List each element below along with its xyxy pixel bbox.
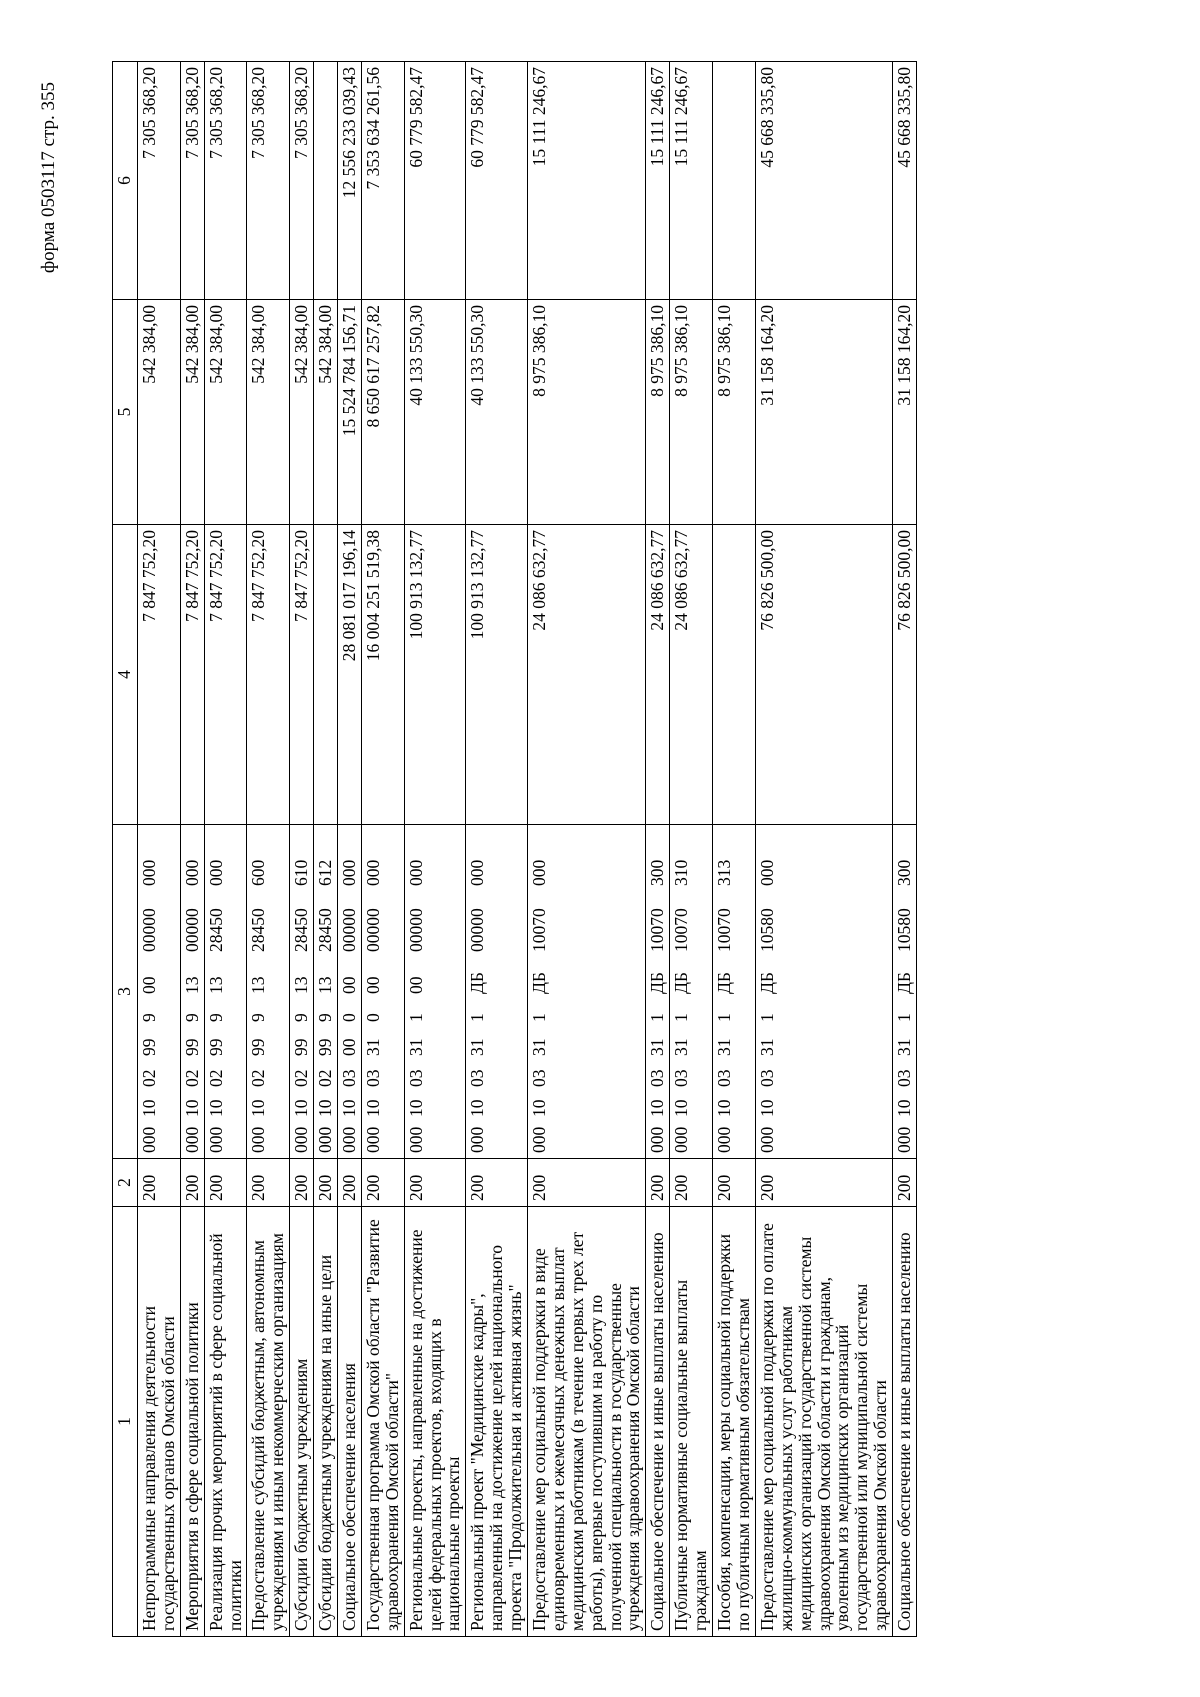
- code-subsection: 02: [139, 1069, 159, 1087]
- code-expense-type: 000: [181, 859, 202, 886]
- code-expense-type: 000: [362, 859, 383, 886]
- row-name: Региональные проекты, направленные на достижение целей федеральных проектов, входящих в национальные проекты: [404, 1207, 466, 1637]
- code-subprogram: 1: [714, 1013, 735, 1022]
- table-row: [670, 62, 713, 1637]
- code-expense-type: 612: [315, 859, 336, 886]
- table-row: [755, 62, 892, 1637]
- code-section: 10: [405, 1099, 426, 1117]
- code-section: 10: [139, 1099, 159, 1117]
- code-subprogram: 1: [405, 1013, 426, 1022]
- approved-amount: [314, 525, 338, 825]
- column-header-not-executed: 6: [113, 62, 138, 300]
- code-program: 99: [139, 1038, 159, 1056]
- executed-amount: 8 650 617 257,82: [361, 300, 404, 525]
- code-admin: 000: [291, 1126, 312, 1153]
- code-event: ДБ: [894, 972, 915, 994]
- code-subprogram: 9: [248, 1013, 269, 1022]
- code-expense-type: 000: [467, 859, 488, 886]
- row-code: 200: [893, 1159, 917, 1207]
- row-code: 200: [204, 1159, 247, 1207]
- code-admin: 000: [714, 1126, 735, 1153]
- classification-code: [670, 825, 713, 1159]
- not-executed-amount: 45 668 335,80: [755, 62, 892, 300]
- column-header-approved: 4: [113, 525, 138, 825]
- code-direction: 10070: [529, 908, 550, 952]
- code-section: 10: [671, 1099, 692, 1117]
- executed-amount: 40 133 550,30: [466, 300, 528, 525]
- code-section: 10: [315, 1099, 336, 1117]
- code-expense-type: 000: [756, 859, 777, 886]
- code-event: ДБ: [467, 972, 488, 994]
- executed-amount: 40 133 550,30: [404, 300, 466, 525]
- code-subprogram: 0: [362, 1013, 383, 1022]
- not-executed-amount: 7 305 368,20: [204, 62, 247, 300]
- row-name: Предоставление мер социальной поддержки в виде единовременных и ежемесячных денежных выплат медицинским работникам (в течение первых трех лет работы), впервые поступившим на работу по полученной специальности в государственные учреждения здравоохранения Омской области: [528, 1207, 646, 1637]
- code-program: 31: [529, 1038, 550, 1056]
- code-subsection: 03: [714, 1069, 735, 1087]
- row-name: Публичные нормативные социальные выплаты гражданам: [670, 1207, 713, 1637]
- row-name: Субсидии бюджетным учреждениям на иные цели: [314, 1207, 338, 1637]
- code-direction: 10580: [756, 908, 777, 952]
- table-row: [204, 62, 247, 1637]
- code-event: ДБ: [756, 972, 777, 994]
- code-section: 10: [756, 1099, 777, 1117]
- code-event: 13: [205, 976, 226, 994]
- code-subprogram: 1: [671, 1013, 692, 1022]
- code-program: 31: [671, 1038, 692, 1056]
- code-expense-type: 300: [894, 859, 915, 886]
- code-event: 00: [139, 976, 159, 994]
- code-section: 10: [362, 1099, 383, 1117]
- code-admin: 000: [315, 1126, 336, 1153]
- not-executed-amount: 60 779 582,47: [466, 62, 528, 300]
- code-program: 31: [894, 1038, 915, 1056]
- code-admin: 000: [671, 1126, 692, 1153]
- classification-code: [755, 825, 892, 1159]
- code-admin: 000: [248, 1126, 269, 1153]
- code-subprogram: 1: [647, 1013, 668, 1022]
- code-program: 31: [647, 1038, 668, 1056]
- executed-amount: 8 975 386,10: [646, 300, 670, 525]
- row-name: Социальное обеспечение населения: [338, 1207, 362, 1637]
- executed-amount: 31 158 164,20: [893, 300, 917, 525]
- code-program: 31: [756, 1038, 777, 1056]
- approved-amount: 7 847 752,20: [138, 525, 181, 825]
- code-expense-type: 300: [647, 859, 668, 886]
- classification-code: [361, 825, 404, 1159]
- code-event: 13: [315, 976, 336, 994]
- not-executed-amount: 7 305 368,20: [180, 62, 204, 300]
- code-program: 99: [205, 1038, 226, 1056]
- not-executed-amount: 15 111 246,67: [670, 62, 713, 300]
- code-section: 10: [529, 1099, 550, 1117]
- executed-amount: 542 384,00: [180, 300, 204, 525]
- code-direction: 00000: [405, 908, 426, 952]
- code-admin: 000: [181, 1126, 202, 1153]
- row-code: 200: [338, 1159, 362, 1207]
- code-event: 00: [405, 976, 426, 994]
- approved-amount: 7 847 752,20: [290, 525, 314, 825]
- classification-code: [180, 825, 204, 1159]
- code-program: 00: [339, 1038, 360, 1056]
- approved-amount: 100 913 132,77: [404, 525, 466, 825]
- executed-amount: 8 975 386,10: [713, 300, 756, 525]
- column-header-classification: 3: [113, 825, 138, 1159]
- not-executed-amount: 45 668 335,80: [893, 62, 917, 300]
- table-row: [314, 62, 338, 1637]
- table-row: [290, 62, 314, 1637]
- code-direction: 10070: [714, 908, 735, 952]
- row-code: 200: [466, 1159, 528, 1207]
- code-subprogram: 1: [894, 1013, 915, 1022]
- code-expense-type: 600: [248, 859, 269, 886]
- column-header-executed: 5: [113, 300, 138, 525]
- code-subsection: 03: [756, 1069, 777, 1087]
- row-name: Пособия, компенсации, меры социальной поддержки по публичным нормативным обязательствам: [713, 1207, 756, 1637]
- code-subprogram: 9: [139, 1013, 159, 1022]
- column-header-name: 1: [113, 1207, 138, 1637]
- classification-code: [204, 825, 247, 1159]
- code-expense-type: 000: [529, 859, 550, 886]
- row-code: 200: [646, 1159, 670, 1207]
- code-direction: 28450: [315, 908, 336, 952]
- approved-amount: 28 081 017 196,14: [338, 525, 362, 825]
- code-subsection: 03: [894, 1069, 915, 1087]
- code-subprogram: 1: [529, 1013, 550, 1022]
- code-expense-type: 000: [205, 859, 226, 886]
- classification-code: [138, 825, 181, 1159]
- code-admin: 000: [339, 1126, 360, 1153]
- table-row: [404, 62, 466, 1637]
- table-row: [466, 62, 528, 1637]
- table-row: [713, 62, 756, 1637]
- column-header-row-code: 2: [113, 1159, 138, 1207]
- executed-amount: 8 975 386,10: [528, 300, 646, 525]
- code-subprogram: 9: [291, 1013, 312, 1022]
- code-direction: 10580: [894, 908, 915, 952]
- code-direction: 00000: [467, 908, 488, 952]
- executed-amount: 542 384,00: [290, 300, 314, 525]
- code-subsection: 02: [291, 1069, 312, 1087]
- code-admin: 000: [362, 1126, 383, 1153]
- table-row: [646, 62, 670, 1637]
- code-program: 31: [467, 1038, 488, 1056]
- code-subsection: 03: [339, 1069, 360, 1087]
- code-event: 00: [362, 976, 383, 994]
- not-executed-amount: [314, 62, 338, 300]
- classification-code: [646, 825, 670, 1159]
- code-expense-type: 000: [139, 859, 159, 886]
- row-code: 200: [361, 1159, 404, 1207]
- not-executed-amount: 12 556 233 039,43: [338, 62, 362, 300]
- row-code: 200: [713, 1159, 756, 1207]
- classification-code: [466, 825, 528, 1159]
- code-event: ДБ: [647, 972, 668, 994]
- code-admin: 000: [756, 1126, 777, 1153]
- not-executed-amount: 15 111 246,67: [528, 62, 646, 300]
- row-code: 200: [755, 1159, 892, 1207]
- row-name: Реализация прочих мероприятий в сфере социальной политики: [204, 1207, 247, 1637]
- row-code: 200: [180, 1159, 204, 1207]
- row-code: 200: [314, 1159, 338, 1207]
- code-program: 99: [291, 1038, 312, 1056]
- code-expense-type: 000: [405, 859, 426, 886]
- classification-code: [338, 825, 362, 1159]
- code-section: 10: [467, 1099, 488, 1117]
- classification-code: [247, 825, 290, 1159]
- code-event: ДБ: [529, 972, 550, 994]
- row-code: 200: [404, 1159, 466, 1207]
- code-subsection: 02: [248, 1069, 269, 1087]
- not-executed-amount: 7 353 634 261,56: [361, 62, 404, 300]
- code-subsection: 03: [362, 1069, 383, 1087]
- code-direction: 00000: [139, 908, 159, 952]
- code-direction: 10070: [671, 908, 692, 952]
- code-program: 99: [181, 1038, 202, 1056]
- code-expense-type: 610: [291, 859, 312, 886]
- code-program: 99: [315, 1038, 336, 1056]
- form-page-label: форма 0503117 стр. 355: [38, 82, 59, 274]
- approved-amount: [713, 525, 756, 825]
- approved-amount: 16 004 251 519,38: [361, 525, 404, 825]
- budget-execution-table: [112, 61, 917, 1637]
- code-section: 10: [181, 1099, 202, 1117]
- table-body: [138, 62, 917, 1637]
- column-header-row: [113, 62, 138, 1637]
- code-subprogram: 9: [205, 1013, 226, 1022]
- classification-code: [314, 825, 338, 1159]
- code-admin: 000: [405, 1126, 426, 1153]
- code-event: 13: [181, 976, 202, 994]
- code-section: 10: [339, 1099, 360, 1117]
- executed-amount: 15 524 784 156,71: [338, 300, 362, 525]
- code-subsection: 03: [405, 1069, 426, 1087]
- row-name: Предоставление субсидий бюджетным, автономным учреждениям и иным некоммерческим организациям: [247, 1207, 290, 1637]
- approved-amount: 76 826 500,00: [755, 525, 892, 825]
- executed-amount: 31 158 164,20: [755, 300, 892, 525]
- row-name: Субсидии бюджетным учреждениям: [290, 1207, 314, 1637]
- code-event: 13: [248, 976, 269, 994]
- code-admin: 000: [647, 1126, 668, 1153]
- not-executed-amount: 7 305 368,20: [138, 62, 181, 300]
- table-row: [361, 62, 404, 1637]
- code-subsection: 03: [647, 1069, 668, 1087]
- code-direction: 28450: [205, 908, 226, 952]
- code-expense-type: 310: [671, 859, 692, 886]
- table-row: [247, 62, 290, 1637]
- code-direction: 00000: [362, 908, 383, 952]
- code-event: 13: [291, 976, 312, 994]
- row-name: Социальное обеспечение и иные выплаты населению: [893, 1207, 917, 1637]
- code-subsection: 03: [671, 1069, 692, 1087]
- row-name: Региональный проект "Медицинские кадры", направленный на достижение целей национального проекта "Продолжительная и активная жизнь": [466, 1207, 528, 1637]
- table-row: [180, 62, 204, 1637]
- table-row: [528, 62, 646, 1637]
- code-direction: 00000: [339, 908, 360, 952]
- row-name: Социальное обеспечение и иные выплаты населению: [646, 1207, 670, 1637]
- code-direction: 28450: [291, 908, 312, 952]
- code-subprogram: 9: [181, 1013, 202, 1022]
- code-program: 99: [248, 1038, 269, 1056]
- approved-amount: 100 913 132,77: [466, 525, 528, 825]
- code-event: 00: [339, 976, 360, 994]
- not-executed-amount: 60 779 582,47: [404, 62, 466, 300]
- not-executed-amount: 7 305 368,20: [247, 62, 290, 300]
- executed-amount: 542 384,00: [138, 300, 181, 525]
- code-subsection: 02: [315, 1069, 336, 1087]
- row-code: 200: [670, 1159, 713, 1207]
- executed-amount: 542 384,00: [204, 300, 247, 525]
- code-program: 31: [405, 1038, 426, 1056]
- code-section: 10: [714, 1099, 735, 1117]
- code-admin: 000: [467, 1126, 488, 1153]
- approved-amount: 7 847 752,20: [247, 525, 290, 825]
- table-row: [138, 62, 181, 1637]
- code-event: ДБ: [714, 972, 735, 994]
- code-section: 10: [291, 1099, 312, 1117]
- row-code: 200: [138, 1159, 181, 1207]
- approved-amount: 24 086 632,77: [670, 525, 713, 825]
- code-program: 31: [714, 1038, 735, 1056]
- classification-code: [404, 825, 466, 1159]
- code-section: 10: [894, 1099, 915, 1117]
- row-name: Мероприятия в сфере социальной политики: [180, 1207, 204, 1637]
- approved-amount: 76 826 500,00: [893, 525, 917, 825]
- code-subsection: 02: [181, 1069, 202, 1087]
- code-direction: 28450: [248, 908, 269, 952]
- code-subsection: 03: [467, 1069, 488, 1087]
- row-code: 200: [528, 1159, 646, 1207]
- code-section: 10: [248, 1099, 269, 1117]
- table-row: [893, 62, 917, 1637]
- row-code: 200: [290, 1159, 314, 1207]
- code-program: 31: [362, 1038, 383, 1056]
- classification-code: [290, 825, 314, 1159]
- row-code: 200: [247, 1159, 290, 1207]
- code-section: 10: [205, 1099, 226, 1117]
- table-row: [338, 62, 362, 1637]
- code-admin: 000: [139, 1126, 159, 1153]
- not-executed-amount: 15 111 246,67: [646, 62, 670, 300]
- code-admin: 000: [205, 1126, 226, 1153]
- code-section: 10: [647, 1099, 668, 1117]
- code-subsection: 03: [529, 1069, 550, 1087]
- code-expense-type: 313: [714, 859, 735, 886]
- code-subprogram: 1: [467, 1013, 488, 1022]
- classification-code: [893, 825, 917, 1159]
- classification-code: [528, 825, 646, 1159]
- code-event: ДБ: [671, 972, 692, 994]
- not-executed-amount: [713, 62, 756, 300]
- executed-amount: 542 384,00: [247, 300, 290, 525]
- approved-amount: 7 847 752,20: [204, 525, 247, 825]
- executed-amount: 8 975 386,10: [670, 300, 713, 525]
- code-subsection: 02: [205, 1069, 226, 1087]
- code-subprogram: 1: [756, 1013, 777, 1022]
- approved-amount: 7 847 752,20: [180, 525, 204, 825]
- executed-amount: 542 384,00: [314, 300, 338, 525]
- code-direction: 00000: [181, 908, 202, 952]
- approved-amount: 24 086 632,77: [646, 525, 670, 825]
- not-executed-amount: 7 305 368,20: [290, 62, 314, 300]
- row-name: Непрограммные направления деятельности государственных органов Омской области: [138, 1207, 181, 1637]
- classification-code: [713, 825, 756, 1159]
- code-admin: 000: [894, 1126, 915, 1153]
- approved-amount: 24 086 632,77: [528, 525, 646, 825]
- code-expense-type: 000: [339, 859, 360, 886]
- code-admin: 000: [529, 1126, 550, 1153]
- code-subprogram: 0: [339, 1013, 360, 1022]
- row-name: Государственная программа Омской области "Развитие здравоохранения Омской области": [361, 1207, 404, 1637]
- row-name: Предоставление мер социальной поддержки по оплате жилищно-коммунальных услуг работникам медицинских организаций государственной системы здравоохранения Омской области и гражданам, уволенным из медицинских организаций государственной или муниципальной системы здравоохранения Омской области: [755, 1207, 892, 1637]
- code-subprogram: 9: [315, 1013, 336, 1022]
- code-direction: 10070: [647, 908, 668, 952]
